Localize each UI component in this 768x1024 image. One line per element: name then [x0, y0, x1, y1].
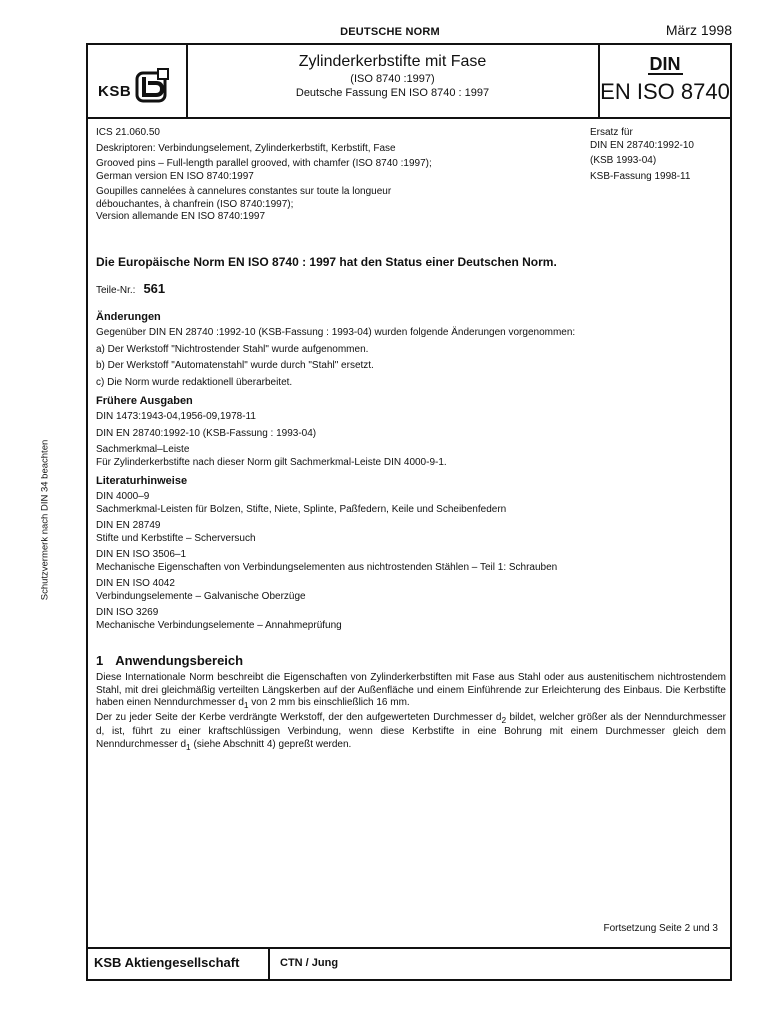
section-heading: [96, 653, 726, 668]
part-number-value: 561: [143, 281, 166, 296]
iso-reference: (ISO 8740 :1997): [350, 73, 435, 85]
literature-ref: [96, 607, 726, 632]
change-item: b) Der Werkstoff "Automatenstahl" wurde durch "Stahl" ersetzt.: [96, 360, 374, 371]
ref-description: Mechanische Eigenschaften von Verbindungselementen aus nichtrostenden Stählen – Teil 1: Schrauben: [96, 561, 558, 573]
french-title-line: Goupilles cannelées à cannelures constantes sur toute la longueur: [96, 186, 392, 197]
literature-ref: [96, 520, 726, 545]
ref-description: Sachmerkmal-Leisten für Bolzen, Stifte, Niete, Splinte, Paßfedern, Keile und Scheibenfedern: [96, 503, 507, 515]
feature-list-desc: Für Zylinderkerbstifte nach dieser Norm gilt Sachmerkmal-Leiste DIN 4000-9-1.: [96, 456, 447, 468]
french-title: [96, 186, 576, 224]
replacement-label: Ersatz für: [590, 127, 633, 138]
department: CTN / Jung: [280, 957, 339, 969]
text-run: Diese Internationale Norm beschreibt die Eigenschaften von Zylinderkerbstiften mit Fase aus Stahl oder aus austenitischem nichtrostendem Stahl, mit drei gleichmäßig verteilten Längskerben auf der Außenfläche und einem Einführende zur Erleichterung des Einbaus. Die Kerbstifte haben einen Nenndurchmesser d: [96, 672, 726, 708]
text-run: bildet, welcher größer als der Nenndurchmesser d, ist, führt zu einer kraftschlüssigen Verbindung, wenn diese Kerbstifte in eine Bohrung mit einem Durchmesser gleich dem Nenndurchmesser d: [96, 711, 726, 750]
changes-section: [96, 311, 726, 393]
footer-block: [88, 947, 730, 979]
descriptors: Deskriptoren: Verbindungselement, Zylinderkerbstift, Kerbstift, Fase: [96, 142, 396, 154]
text-run: von 2 mm bis einschließlich 16 mm.: [248, 697, 410, 708]
company-name: KSB Aktiengesellschaft: [88, 949, 270, 979]
section-number: 1: [96, 653, 104, 668]
french-title-line: Version allemande EN ISO 8740:1997: [96, 211, 265, 222]
earlier-editions-heading: Frühere Ausgaben: [96, 395, 193, 407]
english-title-line: German version EN ISO 8740:1997: [96, 170, 254, 182]
document-type-header: DEUTSCHE NORM: [340, 26, 440, 38]
change-item: c) Die Norm wurde redaktionell überarbeitet.: [96, 376, 293, 388]
document-frame: [86, 43, 732, 981]
changes-heading: Änderungen: [96, 311, 161, 323]
ref-title: DIN EN ISO 4042: [96, 578, 175, 589]
metadata-block: [96, 127, 576, 227]
part-number: [96, 281, 165, 296]
literature-heading: Literaturhinweise: [96, 475, 188, 487]
earlier-edition: DIN EN 28740:1992-10 (KSB-Fassung : 1993-04): [96, 427, 317, 439]
publication-date: März 1998: [665, 22, 732, 38]
ref-title: DIN ISO 3269: [96, 607, 159, 618]
ics-code: ICS 21.060.50: [96, 127, 160, 138]
ref-description: Verbindungselemente – Galvanische Oberzüge: [96, 590, 306, 602]
ref-title: DIN EN 28749: [96, 520, 161, 531]
subscript: 2: [501, 714, 507, 725]
ksb-logo-icon: [134, 67, 172, 105]
feature-list-note: [96, 444, 726, 469]
status-statement: Die Europäische Norm EN ISO 8740 : 1997 hat den Status einer Deutschen Norm.: [96, 255, 557, 269]
replaced-ksb-version: (KSB 1993-04): [590, 155, 657, 166]
ksb-logo-text: KSB: [98, 83, 132, 100]
scope-section: [96, 653, 726, 757]
title-block: [88, 45, 730, 119]
replaced-standard: DIN EN 28740:1992-10: [590, 139, 694, 151]
feature-list-title: Sachmerkmal–Leiste: [96, 444, 190, 455]
subscript: 1: [243, 700, 249, 710]
ref-description: Mechanische Verbindungselemente – Annahmeprüfung: [96, 619, 342, 631]
changes-intro: Gegenüber DIN EN 28740 :1992-10 (KSB-Fassung : 1993-04) wurden folgende Änderungen vorgenommen:: [96, 327, 576, 338]
english-title: [96, 158, 576, 183]
section-title: Anwendungsbereich: [115, 653, 244, 668]
document-number: EN ISO 8740: [600, 79, 730, 104]
german-version: Deutsche Fassung EN ISO 8740 : 1997: [295, 87, 490, 99]
subscript: 1: [186, 741, 191, 752]
earlier-edition: DIN 1473:1943-04,1956-09,1978-11: [96, 411, 256, 422]
literature-ref: [96, 578, 726, 603]
document-title: Zylinderkerbstifte mit Fase: [298, 53, 487, 70]
text-run: (siehe Abschnitt 4) gepreßt werden.: [190, 738, 352, 750]
logo-cell: [88, 45, 188, 117]
copyright-note: Schutzvermerk nach DIN 34 beachten: [39, 439, 51, 601]
ksb-version: KSB-Fassung 1998-11: [590, 170, 691, 182]
literature-section: [96, 475, 726, 636]
part-number-label: Teile-Nr.:: [96, 285, 136, 296]
ref-title: DIN EN ISO 3506–1: [96, 549, 187, 560]
scope-paragraph: [96, 672, 726, 712]
scope-paragraph: [96, 712, 726, 754]
french-title-line: débouchantes, à chanfrein (ISO 8740:1997);: [96, 198, 294, 210]
ref-description: Stifte und Kerbstifte – Scherversuch: [96, 532, 256, 544]
english-title-line: Grooved pins – Full-length parallel grooved, with chamfer (ISO 8740 :1997);: [96, 158, 432, 169]
literature-ref: [96, 549, 726, 574]
change-item: a) Der Werkstoff "Nichtrostender Stahl" wurde aufgenommen.: [96, 343, 369, 355]
text-run: Der zu jeder Seite der Kerbe verdrängte Werkstoff, der den aufgewerteten Durchmesser d: [96, 711, 502, 723]
ref-title: DIN 4000–9: [96, 491, 150, 502]
literature-ref: [96, 491, 726, 516]
title-cell: [186, 45, 599, 117]
din-number-cell: [598, 45, 730, 117]
replacement-info: [590, 127, 730, 183]
din-logo: DIN: [649, 54, 681, 74]
continuation-note: Fortsetzung Seite 2 und 3: [603, 923, 718, 934]
earlier-editions-section: [96, 395, 726, 473]
